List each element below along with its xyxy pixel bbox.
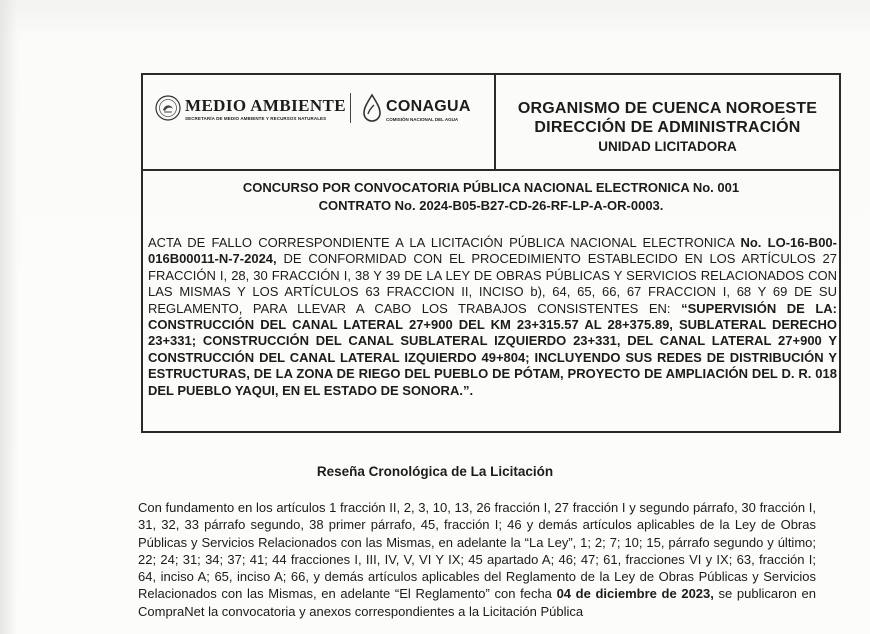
resena-paragraph [138, 499, 816, 620]
trabajos-description: “SUPERVISIÓN DE LA: CONSTRUCCIÓN DEL CANAL LATERAL 27+900 DEL KM 23+315.57 AL 28+375.89, SUBLATERAL DERECHO 23+331; CONSTRUCCIÓN DEL CANAL SUBLATERAL IZQUIERDO 23+331, DEL CANAL LATERAL 27+900 Y CONSTRUCCIÓN DEL CANAL LATERAL IZQUIERDO 49+804; INCLUYENDO SUS REDES DE DISTRIBUCIÓN Y ESTRUCTURAS, DE LA ZONA DE RIEGO DEL PUEBLO DE PÓTAM, PROYECTO DE AMPLIACIÓN DEL D. R. 018 DEL PUEBLO YAQUI, EN EL ESTADO DE SONORA.”. [148, 300, 837, 398]
conagua-subtitle: COMISIÓN NACIONAL DEL AGUA [386, 117, 459, 122]
medio-ambiente-logo [155, 93, 355, 127]
acta-intro: ACTA DE FALLO CORRESPONDIENTE A LA LICITACIÓN PÚBLICA NACIONAL ELECTRONICA [148, 235, 735, 250]
logo-divider [350, 93, 351, 123]
direccion-name: DIRECCIÓN DE ADMINISTRACIÓN [534, 119, 801, 136]
unidad-name: UNIDAD LICITADORA [598, 139, 737, 154]
medio-ambiente-subtitle: SECRETARÍA DE MEDIO AMBIENTE Y RECURSOS NATURALES [185, 116, 327, 121]
conagua-title: CONAGUA [386, 98, 471, 115]
contrato-line: CONTRATO No. 2024-B05-B27-CD-26-RF-LP-A-OR-0003. [318, 198, 664, 213]
logo-cell [143, 75, 496, 169]
resena-text: Con fundamento en los artículos 1 fracción II, 2, 3, 10, 13, 26 fracción I, 27 fracción I y segundo párrafo, 30 fracción I, 31, 32, 33 párrafo segundo, 38 primer párrafo, 45, fracción I; 46 y demás artículos aplicables de la Ley de Obras Públicas y Servicios Relacionados con las Mismas, en adelante la “La Ley”, 1; 2; 7; 10; 15, párrafo segundo y último; 22; 24; 31; 34; 37; 41; 44 fracciones I, III, IV, V, VI Y IX; 45 apartado A; 46; 47; 61, fracciones VI y IX; 63, fracción I; 64, inciso A; 65, inciso A; 66, y demás artículos aplicables del Reglamento de la Ley de Obras Públicas y Servicios Relacionados con las Mismas, en adelante “El Reglamento” con fecha [138, 500, 816, 602]
resena-fecha: 04 de diciembre de 2023, [556, 586, 714, 602]
organismo-name: ORGANISMO DE CUENCA NOROESTE [517, 100, 818, 117]
resena-text-end: se publicaron en CompraNet la convocatoria y anexos correspondientes a la Licitación Pública [138, 586, 816, 619]
header-frame [141, 73, 841, 433]
water-drop-icon [361, 93, 383, 123]
organismo-heading [496, 99, 839, 156]
medio-ambiente-title: MEDIO AMBIENTE [185, 96, 346, 115]
conagua-logo [361, 93, 481, 127]
concurso-heading [143, 179, 839, 215]
mexico-seal-icon [155, 95, 181, 121]
resena-title: Reseña Cronológica de La Licitación [316, 464, 554, 479]
page-edge-shadow [0, 0, 18, 634]
concurso-line: CONCURSO POR CONVOCATORIA PÚBLICA NACIONAL ELECTRONICA No. 001 [242, 180, 740, 195]
acta-de-fallo-paragraph [148, 235, 837, 399]
licitacion-number: No. LO-16-B00-016B00011-N-7-2024, [148, 235, 837, 267]
header-top-row [143, 75, 839, 171]
acta-text: DE CONFORMIDAD CON EL PROCEDIMIENTO ESTABLECIDO EN LOS ARTÍCULOS 27 FRACCIÓN I, 28, 30 FRACCIÓN I, 38 Y 39 DE LA LEY DE OBRAS PÚBLICAS Y SERVICIOS RELACIONADOS CON LAS MISMAS Y LOS ARTÍCULOS 63 FRACCION II, INCISO b), 64, 65, 66, 67 FRACCION I, 68 Y 69 DE SU REGLAMENTO, PARA LLEVAR A CABO LOS TRABAJOS CONSISTENTES EN: [148, 251, 837, 316]
